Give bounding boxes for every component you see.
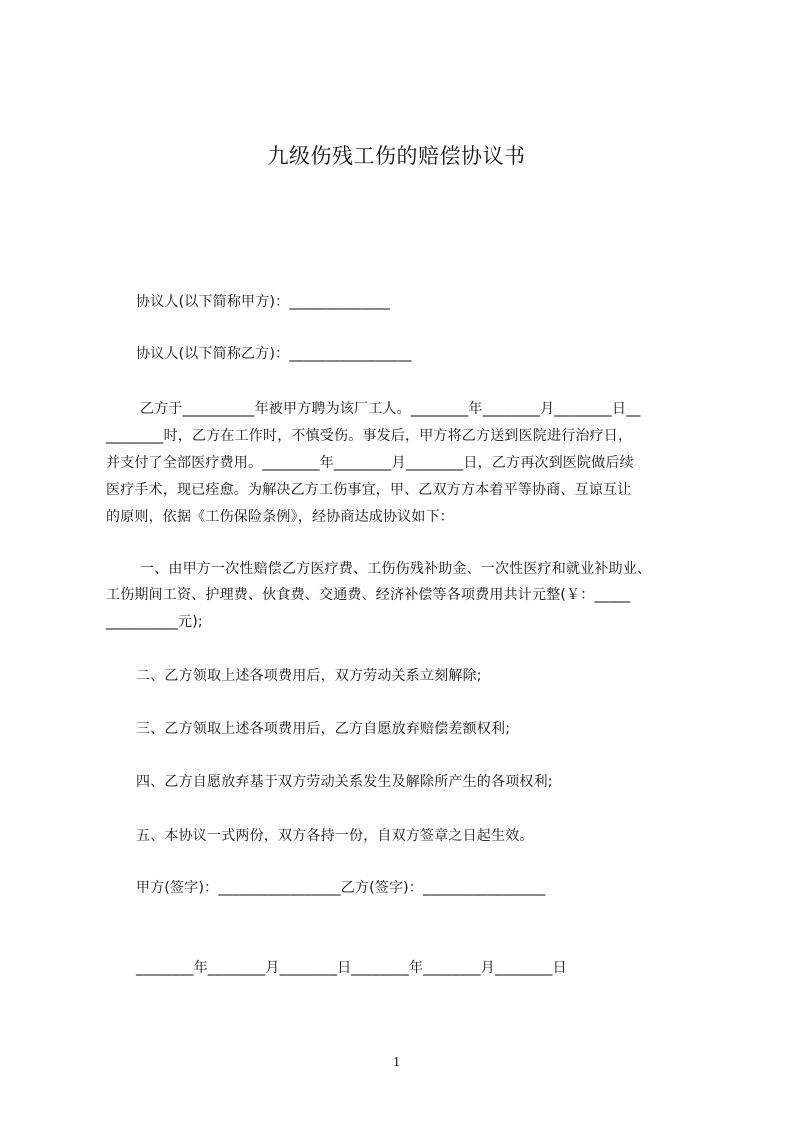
signature-line: 甲方(签字)：_________________乙方(签字)：_________________ bbox=[136, 880, 546, 896]
background-line-2: ________时，乙方在工作时，不慎受伤。事发后，甲方将乙方送到医院进行治疗日， bbox=[106, 428, 633, 444]
page-number: 1 bbox=[393, 1055, 400, 1070]
clause-3: 三、乙方领取上述各项费用后，乙方自愿放弃赔偿差额权利; bbox=[136, 721, 511, 737]
clause-1-line-2: 工伤期间工资、护理费、伙食费、交通费、经济补偿等各项费用共计元整(￥：_____ bbox=[106, 587, 631, 603]
clause-2: 二、乙方领取上述各项费用后，双方劳动关系立刻解除; bbox=[136, 668, 482, 684]
date-line: ________年________月________日________年________月________日 bbox=[136, 960, 567, 976]
clause-1-line-1: 一、由甲方一次性赔偿乙方医疗费、工伤伤残补助金、一次性医疗和就业补助业、 bbox=[140, 561, 652, 577]
clause-4: 四、乙方自愿放弃基于双方劳动关系发生及解除所产生的各项权利; bbox=[136, 774, 553, 790]
party-b-line: 协议人(以下简称乙方)：_________________ bbox=[136, 346, 412, 362]
clause-1-line-3: __________元); bbox=[106, 614, 203, 630]
background-line-4: 医疗手术，现已痊愈。为解决乙方工伤事宜，甲、乙双方方本着平等协商、互谅互让 bbox=[106, 482, 632, 498]
background-line-1: 乙方于__________年被甲方聘为该厂工人。________年________月________日__ bbox=[140, 401, 641, 417]
document-title: 九级伤残工伤的赔偿协议书 bbox=[267, 144, 526, 168]
clause-5: 五、本协议一式两份，双方各持一份，自双方签章之日起生效。 bbox=[136, 828, 534, 844]
party-a-line: 协议人(以下简称甲方)：______________ bbox=[136, 294, 391, 310]
background-line-3: 并支付了全部医疗费用。________年________月________日，乙方再次到医院做后续 bbox=[106, 455, 634, 471]
background-line-5: 的原则，依据《工伤保险条例》，经协商达成协议如下： bbox=[106, 509, 454, 525]
